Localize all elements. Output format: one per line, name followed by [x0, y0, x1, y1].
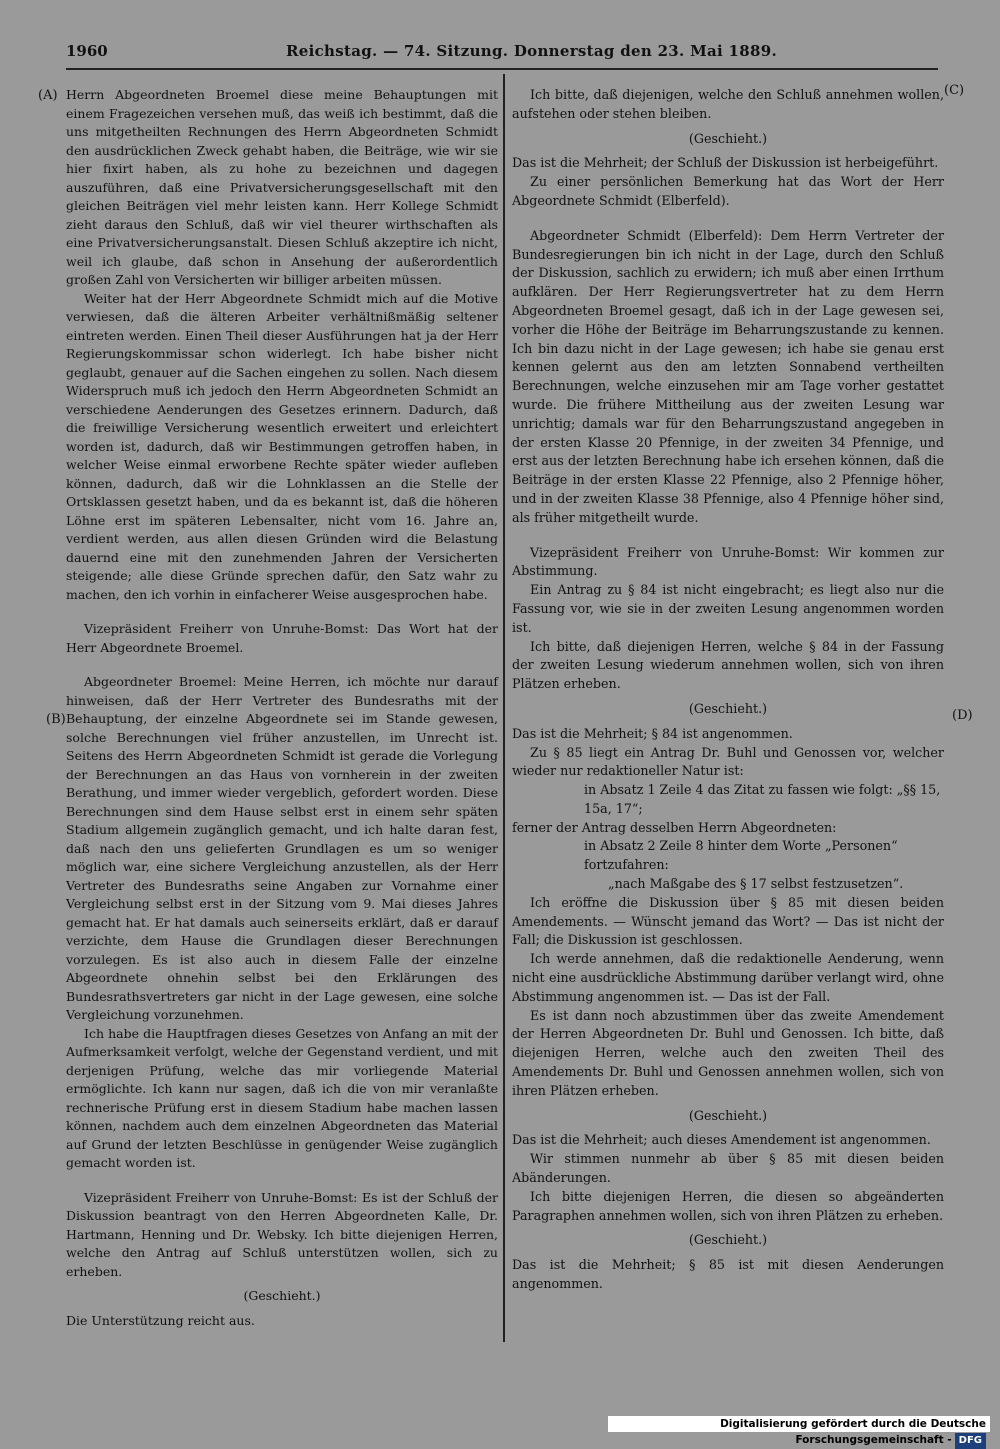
margin-marker-b: (B) [46, 712, 66, 727]
speaker-paragraph: Abgeordneter Broemel: Meine Herren, ich möchte nur darauf hinweisen, daß der Herr Vertreter des Bundesraths mit der Behauptung, der einzelne Abgeordnete sei im Stande gewesen, solche Berechnungen viel früher anzustellen, im Unrecht ist. Seitens des Herrn Abgeordneten Schmidt ist gerade die Vorlegung der Berechnungen an das Haus von vornherein in der zweiten Berathung, und immer wieder vergeblich, gefordert worden. Diese Berechnungen sind dem Hause selbst erst in einem sehr späten Stadium allgemein zugänglich gemacht, und ich halte daran fest, daß nach den uns gelieferten Grundlagen es um so weniger möglich war, eine sichere Vergleichung anzustellen, als der Herr Vertreter des Bundesraths seine Angaben zur Vornahme einer Vergleichung selbst erst in der Sitzung vom 9. Mai dieses Jahres gemacht hat. Er hat damals auch seinerseits erklärt, daß er darauf verzichte, dem Hause die Grundlagen dieser Berechnungen vorzulegen. Es ist also auch in diesem Falle der einzelne Abgeordnete ohnehin selbst bei den Erklärungen des Bundesrathsvertreters gar nicht in der Lage gewesen, eine solche Vergleichung vorzunehmen. [66, 674, 498, 1022]
paragraph: Ich bitte diejenigen Herren, die diesen so abgeänderten Paragraphen annehmen wollen, sich von ihren Plätzen zu erheben. [512, 1188, 944, 1223]
speaker-paragraph: Vizepräsident Freiherr von Unruhe-Bomst: Es ist der Schluß der Diskussion beantragt von den Herren Abgeordneten Kalle, Dr. Hartmann, Henning und Dr. Websky. Ich bitte diejenigen Herren, welche den Antrag auf Schluß unterstützen wollen, sich zu erheben. [66, 1189, 498, 1279]
amendment-quote: „nach Maßgabe des § 17 selbst festzusetzen“. [608, 876, 904, 892]
paragraph: Ich werde annehmen, daß die redaktionelle Aenderung, wenn nicht eine ausdrückliche Abstimmung darüber verlangt wird, ohne Abstimmung angenommen ist. — Das ist der Fall. [512, 951, 944, 1004]
paragraph: Es ist dann noch abzustimmen über das zweite Amendement der Herren Abgeordneten Dr. Buhl und Genossen. Ich bitte, daß diejenigen Herren, welche auch den zweiten Theil des Amendements Dr. Buhl und Genossen annehmen wollen, sich von ihren Plätzen erheben. [512, 1007, 944, 1098]
page-header [66, 40, 938, 66]
amendment-quote: in Absatz 2 Zeile 8 hinter dem Worte „Personen“ fortzufahren: [584, 838, 898, 873]
speaker-paragraph: Vizepräsident Freiherr von Unruhe-Bomst: Das Wort hat der Herr Abgeordnete Broemel. [66, 621, 498, 655]
paragraph: Wir stimmen nunmehr ab über § 85 mit diesen beiden Abänderungen. [512, 1151, 944, 1186]
paragraph: Zu einer persönlichen Bemerkung hat das Wort der Herr Abgeordnete Schmidt (Elberfeld). [512, 174, 944, 208]
running-title: Reichstag. — 74. Sitzung. Donnerstag den 23. Mai 1889. [286, 42, 777, 60]
page-number: 1960 [66, 42, 108, 60]
right-column [512, 86, 944, 1294]
amendment-quote: in Absatz 1 Zeile 4 das Zitat zu fassen wie folgt: „§§ 15, 15a, 17“; [584, 782, 941, 816]
stage-direction: (Geschieht.) [688, 1232, 768, 1248]
stage-direction: (Geschieht.) [688, 700, 768, 716]
header-rule [66, 68, 938, 70]
footer-text: Digitalisierung gefördert durch die Deutsche Forschungsgemeinschaft - [720, 1418, 986, 1446]
paragraph: Das ist die Mehrheit; auch dieses Amendement ist angenommen. [512, 1132, 931, 1148]
paragraph: Die Unterstützung reicht aus. [66, 1312, 255, 1328]
paragraph: Weiter hat der Herr Abgeordnete Schmidt mich auf die Motive verwiesen, daß die älteren Arbeiter verhältnißmäßig seltener eintreten werden. Einen Theil dieser Ausführungen hat ja der Herr Regierungskommissar schon widerlegt. Ich habe bisher nicht geglaubt, genauer auf die Sachen eingehen zu sollen. Nach diesem Widerspruch muß ich jedoch den Herrn Abgeordneten Schmidt an verschiedene Aenderungen des Gesetzes erinnern. Dadurch, daß die freiwillige Versicherung wesentlich erweitert und erleichtert worden ist, dadurch, daß wir Bestimmungen getroffen haben, in welcher Weise einmal erworbene Rechte später wieder aufleben können, dadurch, daß wir die Lohnklassen an die Stelle der Ortsklassen gesetzt haben, und da es bekannt ist, daß die höheren Löhne erst im späteren Lebensalter, nicht vom 16. Jahre an, verdient werden, aus allen diesen Gründen wird die Belastung dauernd eine mit den zunehmenden Jahren der Versicherten steigende; alle diese Gründe sprechen dafür, den Satz wahr zu machen, den ich vorhin in einfacherer Weise ausgesprochen habe. [66, 290, 498, 602]
paragraph: Ich habe die Hauptfragen dieses Gesetzes von Anfang an mit der Aufmerksamkeit verfolgt, welche der Gegenstand verdient, und mit derjenigen Prüfung, welche das mir vorliegende Material ermöglichte. Ich kann nur sagen, daß ich die von mir veranlaßte rechnerische Prüfung erst in diesem Stadium habe machen lassen können, nachdem auch dem einzelnen Abgeordneten das Material auf Grund der letzten Beschlüsse in genügender Weise zugänglich gemacht worden ist. [66, 1025, 498, 1170]
paragraph: Ich bitte, daß diejenigen Herren, welche § 84 in der Fassung der zweiten Lesung wiederum annehmen wollen, sich von ihren Plätzen erheben. [512, 638, 944, 692]
stage-direction: (Geschieht.) [243, 1288, 321, 1303]
speaker-paragraph: Abgeordneter Schmidt (Elberfeld): Dem Herrn Vertreter der Bundesregierungen bin ich nicht in der Lage, durch den Schluß der Diskussion, sachlich zu erwidern; ich muß aber einen Irrthum aufklären. Der Herr Regierungsvertreter hat zu dem Herrn Abgeordneten Broemel gesagt, daß ich in der Lage gewesen sei, vorher die Höhe der Beiträge im Beharrungszustande zu kennen. Ich bin dazu nicht in der Lage gewesen; ich habe sie genau erst kennen gelernt aus den am letzten Sonnabend vertheilten Berechnungen, welche einzusehen mir am Tage vorher gestattet wurde. Die frühere Mittheilung aus der zweiten Lesung war unrichtig; damals war für den Beharrungszustand angegeben in der ersten Klasse 20 Pfennige, in der zweiten 34 Pfennige, und erst aus der letzten Berechnung habe ich ersehen können, daß die Beiträge in der ersten Klasse 22 Pfennige, also 2 Pfennige höher, und in der zweiten Klasse 38 Pfennige, also 4 Pfennige höher sind, als früher mitgetheilt wurde. [512, 227, 944, 525]
paragraph: Das ist die Mehrheit; § 85 ist mit diesen Aenderungen angenommen. [512, 1257, 944, 1292]
margin-marker-a: (A) [38, 88, 58, 103]
paragraph: Herrn Abgeordneten Broemel diese meine Behauptungen mit einem Fragezeichen versehen muß, das weiß ich bestimmt, daß die uns mitgetheilten Rechnungen des Herrn Abgeordneten Schmidt den ausdrücklichen Zweck gehabt haben, die Beiträge, wie wir sie hier fixirt haben, als zu hohe zu bezeichnen und dagegen auszuführen, daß eine Privatversicherungsgesellschaft mit den gleichen Beiträgen viel mehr leisten kann. Herr Kollege Schmidt zieht daraus den Schluß, daß wir viel theurer wirthschaften als eine Privatversicherungsanstalt. Diesen Schluß akzeptire ich nicht, weil ich glaube, daß schon in Ansehung der außerordentlich großen Zahl von Versicherten wir billiger arbeiten müssen. [66, 87, 498, 287]
speaker-paragraph: Vizepräsident Freiherr von Unruhe-Bomst: Wir kommen zur Abstimmung. [512, 544, 944, 579]
dfg-logo: DFG [955, 1433, 986, 1449]
paragraph: Das ist die Mehrheit; § 84 ist angenommen. [512, 725, 793, 741]
left-column [66, 86, 498, 1330]
paragraph: ferner der Antrag desselben Herrn Abgeordneten: [512, 819, 837, 835]
margin-marker-c: (C) [944, 83, 965, 98]
stage-direction: (Geschieht.) [688, 130, 768, 146]
paragraph: Ein Antrag zu § 84 ist nicht eingebracht; es liegt also nur die Fassung vor, wie sie in der zweiten Lesung angenommen worden ist. [512, 582, 944, 635]
paragraph: Ich bitte, daß diejenigen, welche den Schluß annehmen wollen, aufstehen oder stehen bleiben. [512, 87, 944, 121]
paragraph: Zu § 85 liegt ein Antrag Dr. Buhl und Genossen vor, welcher wieder nur redaktioneller Natur ist: [512, 744, 944, 779]
margin-marker-d: (D) [952, 708, 973, 723]
paragraph: Ich eröffne die Diskussion über § 85 mit diesen beiden Amendements. — Wünscht jemand das Wort? — Das ist nicht der Fall; die Diskussion ist geschlossen. [512, 894, 944, 948]
digitization-footer [608, 1416, 990, 1446]
column-divider [503, 74, 505, 1342]
paragraph: Das ist die Mehrheit; der Schluß der Diskussion ist herbeigeführt. [512, 155, 939, 171]
stage-direction: (Geschieht.) [688, 1107, 768, 1123]
